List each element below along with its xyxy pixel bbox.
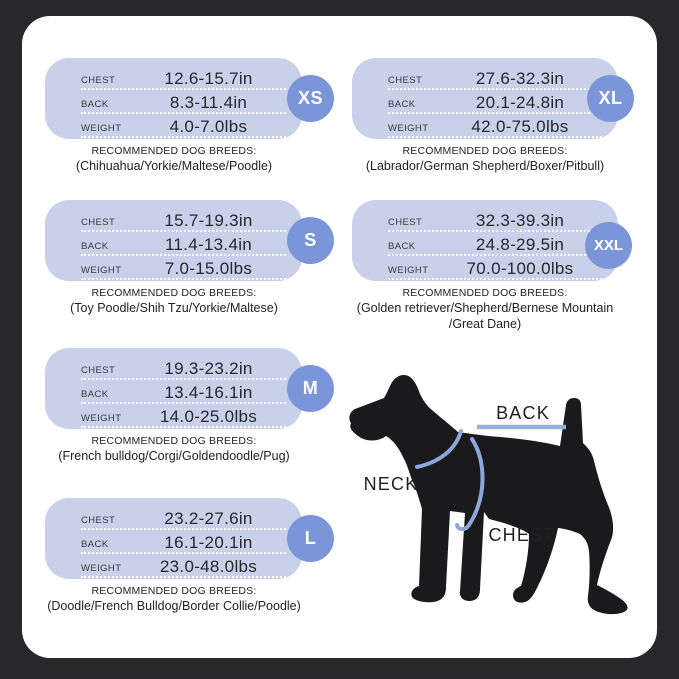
row-value-back: 16.1-20.1in — [164, 533, 253, 552]
size-badge-xl: XL — [587, 75, 634, 122]
row-label-weight: WEIGHT — [81, 563, 122, 574]
measurement-row — [388, 256, 602, 280]
breeds-note-m — [24, 435, 324, 463]
row-value-weight: 4.0-7.0lbs — [169, 117, 248, 136]
measurement-row — [81, 90, 286, 114]
size-badge-xxl: XXL — [585, 222, 632, 269]
row-label-back: BACK — [388, 99, 416, 110]
row-value-weight: 23.0-48.0lbs — [159, 557, 258, 576]
breeds-note-xs — [24, 145, 324, 173]
row-label-chest: CHEST — [388, 75, 423, 86]
breeds-note-l — [24, 585, 324, 613]
breeds-list: (Toy Poodle/Shih Tzu/Yorkie/Maltese) — [70, 301, 278, 315]
row-value-chest: 27.6-32.3in — [475, 69, 565, 88]
row-label-weight: WEIGHT — [81, 123, 122, 134]
row-label-weight: WEIGHT — [388, 123, 429, 134]
row-label-chest: CHEST — [81, 365, 116, 376]
size-badge-xs: XS — [287, 75, 334, 122]
row-value-chest: 15.7-19.3in — [164, 211, 253, 230]
row-label-back: BACK — [81, 241, 109, 252]
measurement-row — [81, 66, 286, 90]
row-value-back: 8.3-11.4in — [169, 93, 248, 112]
diagram-back-label: BACK — [496, 403, 550, 423]
row-label-weight: WEIGHT — [388, 265, 429, 276]
breeds-list-line2: /Great Dane) — [448, 317, 522, 332]
breeds-heading: RECOMMENDED DOG BREEDS: — [91, 287, 257, 299]
measurement-row — [388, 90, 602, 114]
size-panel-xxl — [352, 200, 618, 281]
measurement-row — [388, 114, 602, 138]
row-value-back: 11.4-13.4in — [164, 235, 253, 254]
size-panel-m — [45, 348, 302, 429]
breeds-list: (Doodle/French Bulldog/Border Collie/Poodle) — [47, 599, 301, 613]
measurement-row — [81, 232, 286, 256]
row-label-back: BACK — [81, 99, 109, 110]
measurement-row — [81, 554, 286, 578]
row-label-chest: CHEST — [81, 217, 116, 228]
row-value-chest: 32.3-39.3in — [475, 211, 565, 230]
size-panel-s — [45, 200, 302, 281]
measurement-row — [388, 208, 602, 232]
size-badge-m: M — [287, 365, 334, 412]
breeds-note-xxl — [335, 287, 635, 332]
breeds-heading: RECOMMENDED DOG BREEDS: — [91, 145, 257, 157]
row-label-weight: WEIGHT — [81, 265, 122, 276]
row-value-back: 24.8-29.5in — [475, 235, 565, 254]
row-value-back: 13.4-16.1in — [164, 383, 253, 402]
measurement-row — [81, 506, 286, 530]
row-value-back: 20.1-24.8in — [475, 93, 565, 112]
row-label-back: BACK — [388, 241, 416, 252]
row-value-weight: 70.0-100.0lbs — [466, 259, 574, 278]
measurement-row — [81, 256, 286, 280]
size-panel-l — [45, 498, 302, 579]
breeds-heading: RECOMMENDED DOG BREEDS: — [402, 287, 568, 299]
size-panel-xs — [45, 58, 302, 139]
breeds-heading: RECOMMENDED DOG BREEDS: — [402, 145, 568, 157]
measurement-row — [81, 404, 286, 428]
measurement-row — [81, 356, 286, 380]
row-value-weight: 14.0-25.0lbs — [159, 407, 258, 426]
row-value-weight: 7.0-15.0lbs — [164, 259, 253, 278]
breeds-list: (French bulldog/Corgi/Goldendoodle/Pug) — [58, 449, 290, 463]
row-label-chest: CHEST — [81, 75, 116, 86]
measurement-row — [81, 114, 286, 138]
breeds-heading: RECOMMENDED DOG BREEDS: — [91, 585, 257, 597]
measurement-row — [388, 66, 602, 90]
diagram-neck-label: NECK — [363, 474, 419, 494]
measurement-row — [388, 232, 602, 256]
diagram-chest-label: CHEST — [488, 525, 556, 545]
row-label-weight: WEIGHT — [81, 413, 122, 424]
breeds-list: (Chihuahua/Yorkie/Maltese/Poodle) — [75, 159, 273, 173]
row-value-chest: 23.2-27.6in — [164, 509, 253, 528]
breeds-note-s — [24, 287, 324, 315]
breeds-list: (Golden retriever/Shepherd/Bernese Mountain — [356, 301, 614, 315]
measurement-row — [81, 530, 286, 554]
size-badge-s: S — [287, 217, 334, 264]
breeds-list: (Labrador/German Shepherd/Boxer/Pitbull) — [365, 159, 605, 173]
row-label-chest: CHEST — [81, 515, 116, 526]
measurement-row — [81, 208, 286, 232]
row-value-chest: 12.6-15.7in — [164, 69, 253, 88]
row-value-chest: 19.3-23.2in — [164, 359, 253, 378]
dog-silhouette — [336, 356, 664, 662]
breeds-heading: RECOMMENDED DOG BREEDS: — [91, 435, 257, 447]
row-label-back: BACK — [81, 539, 109, 550]
row-label-chest: CHEST — [388, 217, 423, 228]
size-panel-xl — [352, 58, 618, 139]
size-badge-l: L — [287, 515, 334, 562]
row-label-back: BACK — [81, 389, 109, 400]
row-value-weight: 42.0-75.0lbs — [471, 117, 569, 136]
breeds-note-xl — [335, 145, 635, 173]
measurement-row — [81, 380, 286, 404]
